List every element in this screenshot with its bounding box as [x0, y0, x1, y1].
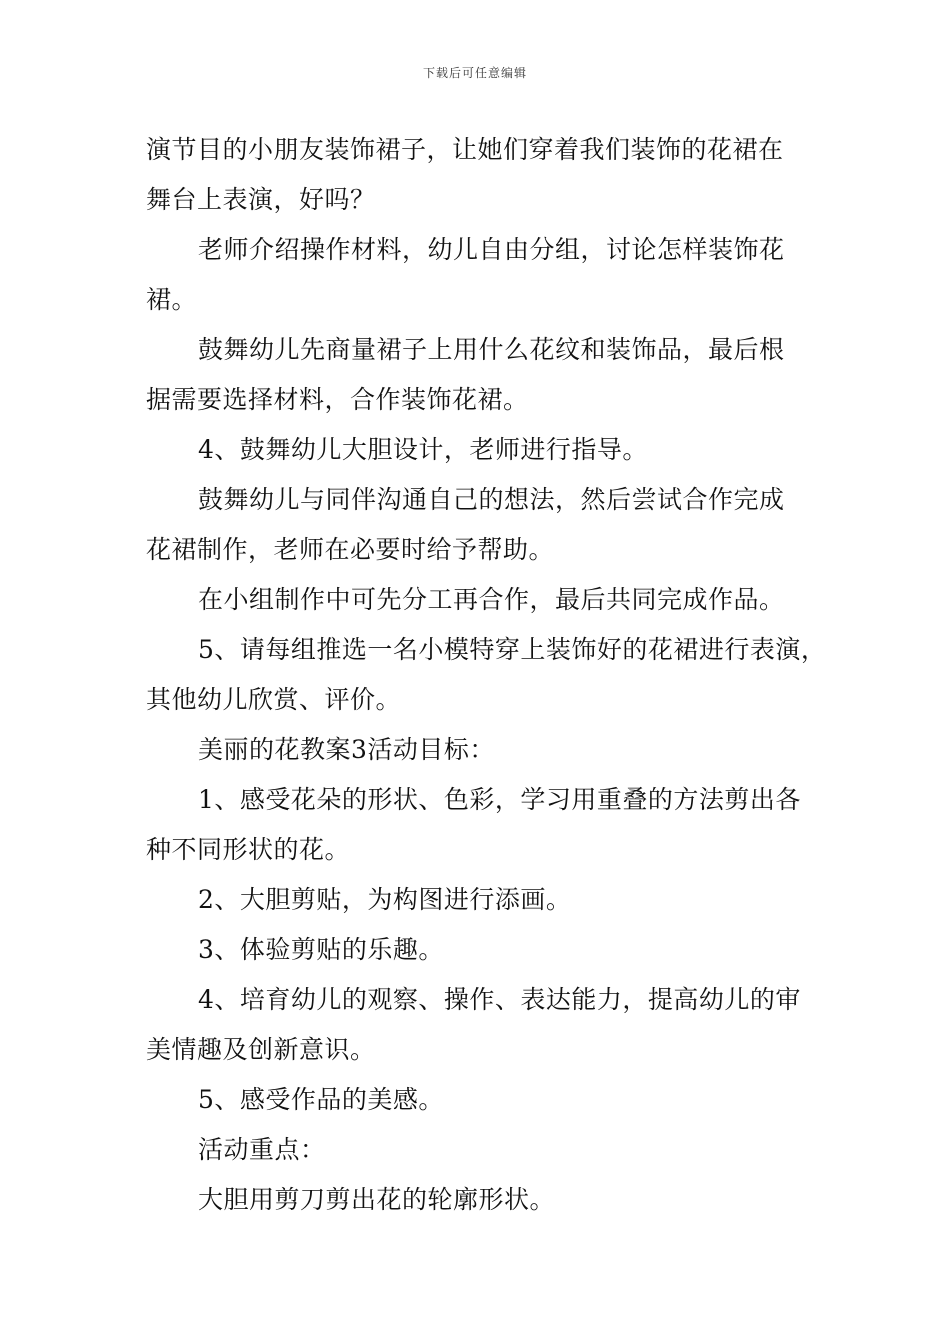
- text-line: 5、请每组推选一名小模特穿上装饰好的花裙进行表演，: [198, 635, 827, 664]
- text-line: 5、感受作品的美感。: [198, 1085, 444, 1114]
- text-line: 4、鼓舞幼儿大胆设计，老师进行指导。: [198, 435, 648, 464]
- text-line: 种不同形状的花。: [146, 835, 351, 864]
- text-line: 舞台上表演，好吗？: [146, 185, 376, 214]
- document-body: [146, 125, 827, 1225]
- text-line: 在小组制作中可先分工再合作，最后共同完成作品。: [198, 585, 785, 614]
- text-line: 2、大胆剪贴，为构图进行添画。: [198, 885, 572, 914]
- text-line: 鼓舞幼儿与同伴沟通自己的想法，然后尝试合作完成: [198, 485, 785, 514]
- text-line: 鼓舞幼儿先商量裙子上用什么花纹和装饰品，最后根: [198, 335, 785, 364]
- text-line: 花裙制作，老师在必要时给予帮助。: [146, 535, 555, 564]
- text-line: 老师介绍操作材料，幼儿自由分组，讨论怎样装饰花: [198, 235, 785, 264]
- text-line: 美丽的花教案3活动目标：: [198, 735, 495, 764]
- text-line: 1、感受花朵的形状、色彩，学习用重叠的方法剪出各: [198, 785, 801, 814]
- page-header: 下载后可任意编辑: [422, 66, 527, 80]
- text-line: 活动重点：: [198, 1135, 326, 1164]
- text-line: 4、培育幼儿的观察、操作、表达能力，提高幼儿的审: [198, 985, 801, 1014]
- text-line: 演节目的小朋友装饰裙子，让她们穿着我们装饰的花裙在: [146, 135, 784, 164]
- text-line: 大胆用剪刀剪出花的轮廓形状。: [198, 1185, 556, 1214]
- text-line: 3、体验剪贴的乐趣。: [198, 935, 444, 964]
- text-line: 美情趣及创新意识。: [146, 1035, 376, 1064]
- text-line: 其他幼儿欣赏、评价。: [146, 685, 402, 714]
- text-line: 裙。: [146, 285, 198, 314]
- text-line: 据需要选择材料，合作装饰花裙。: [146, 385, 529, 414]
